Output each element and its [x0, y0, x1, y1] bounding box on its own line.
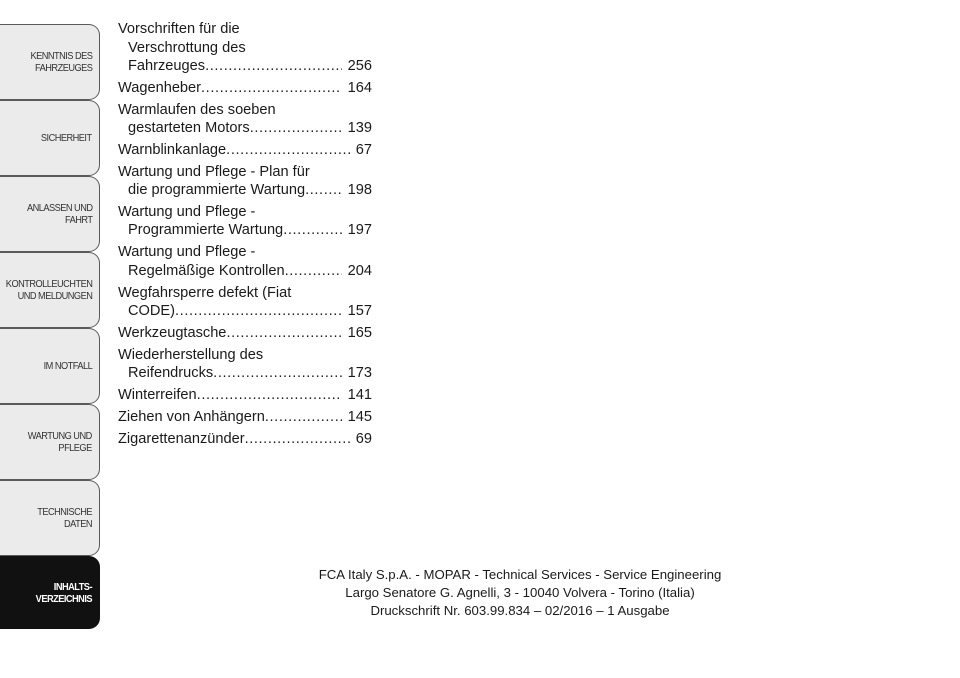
tab-kontrolleuchten-und-meldungen[interactable]	[0, 252, 100, 328]
dot-leader	[175, 302, 342, 321]
index-entry[interactable]	[118, 243, 372, 280]
index-page-number: 69	[355, 430, 372, 447]
index-entry-line	[118, 243, 372, 262]
tab-inhaltsverzeichnis[interactable]	[0, 556, 100, 629]
dot-leader	[213, 364, 341, 383]
index-entry-text: Winterreifen	[118, 386, 197, 403]
index-entry-text: Warnblinkanlage	[118, 141, 227, 158]
index-page-number: 67	[355, 141, 372, 158]
index-entry-text: Wartung und Pflege -	[118, 244, 256, 261]
index-page-number: 204	[347, 262, 372, 279]
tab-im-notfall[interactable]	[0, 328, 100, 404]
index-entry[interactable]	[118, 346, 372, 383]
index-entry-text: gestarteten Motors	[128, 120, 250, 137]
index-entry[interactable]	[118, 79, 372, 98]
dot-leader	[197, 386, 342, 405]
dot-leader	[205, 57, 342, 76]
index-entry-line	[118, 408, 372, 427]
index-entry-line	[118, 57, 372, 76]
index-page-number: 197	[347, 222, 372, 239]
index-entry-line	[118, 221, 372, 240]
index-entry-text: Wartung und Pflege - Plan für	[118, 163, 310, 180]
dot-leader	[305, 181, 342, 200]
index-page-number: 157	[347, 303, 372, 320]
index-page-number: 198	[347, 182, 372, 199]
footer-address: Largo Senatore G. Agnelli, 3 - 10040 Volvera - Torino (Italia)	[345, 585, 695, 600]
dot-leader	[201, 79, 342, 98]
tab-label: TECHNISCHE DATEN	[37, 506, 92, 530]
footer-publisher: FCA Italy S.p.A. - MOPAR - Technical Services - Service Engineering	[318, 567, 722, 582]
dot-leader	[226, 141, 350, 160]
index-entry-text: CODE)	[128, 303, 176, 320]
index-entry-text: Wartung und Pflege -	[118, 203, 256, 220]
tab-label: IM NOTFALL	[43, 360, 92, 372]
index-entry[interactable]	[118, 203, 372, 240]
index-entry-line	[118, 430, 372, 449]
index-entry[interactable]	[118, 163, 372, 200]
tab-anlassen-und-fahrt[interactable]	[0, 176, 100, 252]
index-entry-line	[118, 364, 372, 383]
index-page-number: 141	[347, 386, 372, 403]
index-entry-line	[118, 39, 372, 58]
tab-wartung-und-pflege[interactable]	[0, 404, 100, 480]
index-entry-text: Zigarettenanzünder	[118, 430, 245, 447]
index-entry[interactable]	[118, 101, 372, 138]
index-entry[interactable]	[118, 386, 372, 405]
index-entry-text: Verschrottung des	[128, 39, 246, 56]
index-page-number: 164	[347, 79, 372, 96]
index-entry-text: Wiederherstellung des	[118, 346, 264, 363]
index-page-number: 139	[347, 120, 372, 137]
index-entry-text: Ziehen von Anhängern	[118, 408, 265, 425]
tab-label: KENNTNIS DES FAHRZEUGES	[30, 50, 92, 74]
index-entry-text: Regelmäßige Kontrollen	[128, 262, 285, 279]
index-page-number: 145	[347, 408, 372, 425]
index-entry-text: Wagenheber	[118, 79, 202, 96]
tab-label: SICHERHEIT	[41, 132, 92, 144]
index-page-number: 165	[347, 324, 372, 341]
index-entry-line	[118, 284, 372, 303]
index-entry-line	[118, 20, 372, 39]
index-entry-line	[118, 302, 372, 321]
dot-leader	[245, 430, 350, 449]
dot-leader	[265, 408, 342, 427]
index-entry[interactable]	[118, 141, 372, 160]
index-page-number: 173	[347, 365, 372, 382]
index-entry-text: Fahrzeuges	[128, 58, 206, 74]
index-entry-text: Programmierte Wartung	[128, 222, 284, 239]
tab-technische-daten[interactable]	[0, 480, 100, 556]
dot-leader	[250, 119, 342, 138]
dot-leader	[285, 262, 342, 281]
index-page-number: 256	[347, 58, 372, 74]
index-entry-line	[118, 181, 372, 200]
index-entry-line	[118, 141, 372, 160]
tab-label: INHALTS- VERZEICHNIS	[35, 580, 92, 605]
index-entry-line	[118, 262, 372, 281]
dot-leader	[283, 221, 341, 240]
index-entry-text: die programmierte Wartung	[128, 182, 306, 199]
index-entry-line	[118, 203, 372, 222]
index-entry-line	[118, 101, 372, 120]
index-entry-text: Werkzeugtasche	[118, 324, 227, 341]
index-entry-text: Vorschriften für die	[118, 21, 240, 37]
index-entry[interactable]	[118, 20, 372, 76]
index-entry-line	[118, 386, 372, 405]
footer-document-number: Druckschrift Nr. 603.99.834 – 02/2016 – 1 Ausgabe	[370, 603, 670, 618]
index-entry[interactable]	[118, 430, 372, 449]
index-entry[interactable]	[118, 408, 372, 427]
index-entry-text: Wegfahrsperre defekt (Fiat	[118, 284, 292, 301]
index-entry[interactable]	[118, 284, 372, 321]
index-entry-line	[118, 324, 372, 343]
index-entry-line	[118, 119, 372, 138]
index-entry-line	[118, 79, 372, 98]
tab-label: ANLASSEN UND FAHRT	[26, 202, 92, 226]
tab-sicherheit[interactable]	[0, 100, 100, 176]
tab-kenntnis-des-fahrzeuges[interactable]	[0, 24, 100, 100]
index-entry-line	[118, 346, 372, 365]
index-entry[interactable]	[118, 324, 372, 343]
index-entry-text: Warmlaufen des soeben	[118, 101, 276, 118]
footer	[230, 566, 810, 620]
index-entry-text: Reifendrucks	[128, 365, 214, 382]
index-list	[118, 20, 372, 451]
index-entry-line	[118, 163, 372, 182]
dot-leader	[226, 324, 341, 343]
tab-label: WARTUNG UND PFLEGE	[27, 430, 92, 454]
tab-label: KONTROLLEUCHTEN UND MELDUNGEN	[5, 278, 92, 302]
